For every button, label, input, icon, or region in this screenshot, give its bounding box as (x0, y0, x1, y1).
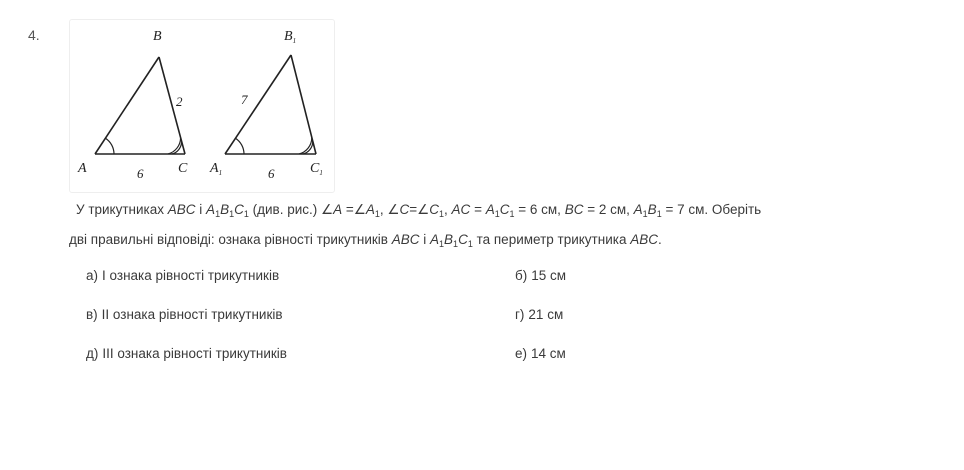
vertex-b1-label: $B_1$ (284, 29, 297, 45)
option-e[interactable] (515, 346, 566, 361)
option-g[interactable] (515, 307, 563, 322)
triangle-abc (95, 57, 185, 154)
vertex-a1-label: $A_1$ (210, 161, 223, 177)
option-v[interactable] (86, 307, 283, 322)
problem-statement (69, 193, 949, 257)
option-letter: б) (515, 268, 528, 283)
option-a[interactable] (86, 268, 279, 283)
triangle-a1b1c1 (225, 55, 316, 154)
side-bc-label: 2 (176, 94, 183, 109)
option-label: 14 см (531, 346, 566, 361)
side-a1b1-label: 7 (241, 92, 248, 107)
option-label: ІІІ ознака рівності трикутників (102, 346, 287, 361)
vertex-b-label: B (153, 29, 162, 44)
option-label: 21 см (528, 307, 564, 322)
option-letter: в) (86, 307, 98, 322)
triangles-figure (69, 19, 335, 193)
option-b[interactable] (515, 268, 566, 283)
option-letter: г) (515, 307, 525, 322)
option-d[interactable] (86, 346, 287, 361)
option-letter: д) (86, 346, 99, 361)
question-number: 4. (28, 27, 40, 43)
option-label: ІІ ознака рівності трикутників (101, 307, 283, 322)
option-label: 15 см (531, 268, 567, 283)
option-letter: е) (515, 346, 528, 361)
problem-line-1: У трикутниках ABC і $A_1B_1C_1$ (див. рис.) ∠A $=\angle A_1$, $\angle C=\angle C_1$, AC = $A_1C_1 = 6$ см, BC = 2 см, $A_1B_1 = 7$ см. Оберіть (76, 202, 762, 219)
side-ac-label: 6 (137, 166, 144, 181)
problem-line-2: дві правильні відповіді: ознака рівності трикутників ABC і $A_1B_1C_1$ та периметр трикутника ABC. (69, 232, 662, 249)
vertex-c-label: C (178, 161, 188, 176)
option-letter: а) (86, 268, 99, 283)
vertex-c1-label: $C_1$ (310, 161, 323, 177)
triangles-diagram (70, 20, 334, 192)
side-a1c1-label: 6 (268, 166, 275, 181)
vertex-a-label: A (78, 161, 87, 176)
option-label: І ознака рівності трикутників (102, 268, 280, 283)
